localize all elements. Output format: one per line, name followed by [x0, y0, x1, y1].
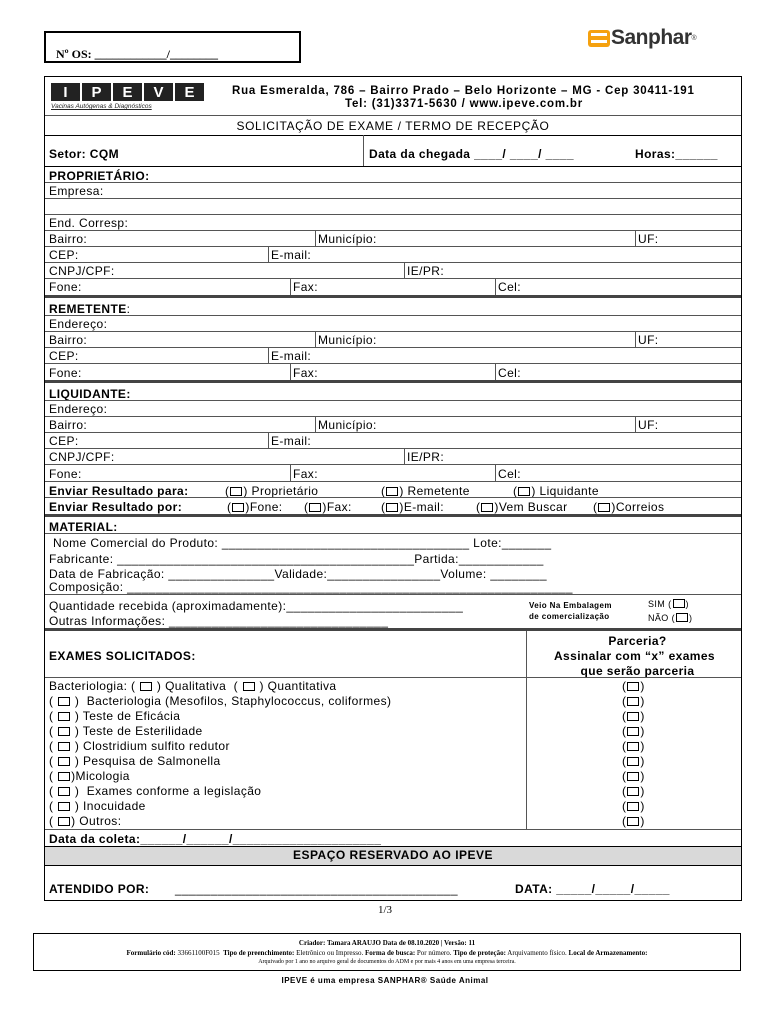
ipeve-address: Rua Esmeralda, 786 – Bairro Prado – Belo Horizonte – MG - Cep 30411-191 [232, 85, 695, 97]
sender-district-field[interactable]: Bairro: [49, 333, 88, 347]
checkbox[interactable] [627, 682, 639, 691]
sender-phone-field[interactable]: Fone: [49, 366, 82, 380]
exam-item[interactable]: ( ) Clostridium sulfito redutor [49, 739, 230, 753]
owner-heading: PROPRIETÁRIO: [49, 169, 150, 183]
liquidator-cep-field[interactable]: CEP: [49, 434, 79, 448]
checkbox[interactable] [627, 712, 639, 721]
company-statement: IPEVE é uma empresa SANPHAR® Saúde Animal [281, 976, 489, 985]
liquidator-fax-field[interactable]: Fax: [293, 467, 318, 481]
partnership-instruction: Assinalar com “x” exames [553, 649, 716, 663]
partnership-title: Parceria? [608, 634, 667, 648]
owner-city-field[interactable]: Município: [318, 232, 377, 246]
liquidator-ie-field[interactable]: IE/PR: [407, 450, 445, 464]
checkbox[interactable] [627, 802, 639, 811]
sender-cell-field[interactable]: Cel: [498, 366, 521, 380]
ipeve-letter: I [51, 83, 80, 101]
checkbox[interactable] [58, 727, 70, 736]
partnership-checkbox[interactable]: ( ) [622, 709, 645, 723]
send-to-owner-option[interactable]: ( ) Proprietário [225, 484, 319, 498]
material-heading: MATERIAL: [49, 520, 118, 534]
collection-date-field[interactable]: Data da coleta:______/______/_____________________ [49, 832, 382, 846]
footer-archive: Arquivado por 1 ano no arquivo geral de documentos do ADM e por mais 4 anos em uma empresa terceira. [258, 959, 516, 965]
checkbox[interactable] [386, 487, 398, 496]
sender-cep-field[interactable]: CEP: [49, 349, 79, 363]
packaging-no-option[interactable]: NÃO ( ) [648, 613, 693, 623]
request-form [44, 76, 742, 901]
reserved-section-title: ESPAÇO RESERVADO AO IPEVE [292, 848, 494, 862]
checkbox[interactable] [386, 503, 398, 512]
checkbox[interactable] [58, 772, 70, 781]
liquidator-city-field[interactable]: Município: [318, 418, 377, 432]
owner-phone-field[interactable]: Fone: [49, 280, 82, 294]
exam-item[interactable]: ( ) Teste de Esterilidade [49, 724, 203, 738]
owner-email-field[interactable]: E-mail: [271, 248, 312, 262]
ipeve-letter: E [113, 83, 142, 101]
sanphar-logo [588, 26, 697, 50]
checkbox[interactable] [627, 787, 639, 796]
owner-district-field[interactable]: Bairro: [49, 232, 88, 246]
checkbox[interactable] [627, 742, 639, 751]
sender-city-field[interactable]: Município: [318, 333, 377, 347]
partnership-instruction-2: que serão parceria [580, 664, 695, 678]
checkbox[interactable] [481, 503, 493, 512]
document-footer [33, 933, 741, 971]
checkbox[interactable] [58, 742, 70, 751]
owner-cnpj-field[interactable]: CNPJ/CPF: [49, 264, 115, 278]
checkbox[interactable] [627, 772, 639, 781]
ipeve-letter: E [175, 83, 204, 101]
sanphar-logo-reg: ® [691, 34, 697, 42]
checkbox[interactable] [58, 802, 70, 811]
checkbox[interactable] [309, 503, 321, 512]
attended-by-field[interactable]: ________________________________________ [175, 882, 458, 896]
packaging-label: Veio Na Embalagem [529, 601, 612, 610]
send-to-liquidator-option[interactable]: ( ) Liquidante [513, 484, 599, 498]
checkbox[interactable] [627, 697, 639, 706]
partnership-checkbox[interactable]: ( ) [622, 799, 645, 813]
liquidator-cnpj-field[interactable]: CNPJ/CPF: [49, 450, 115, 464]
partnership-checkbox[interactable]: ( ) [622, 739, 645, 753]
sender-uf-field[interactable]: UF: [638, 333, 659, 347]
attended-by-label: ATENDIDO POR: [49, 882, 150, 896]
partnership-checkbox[interactable]: ( ) [622, 814, 645, 828]
exam-item[interactable]: ( ) Bacteriologia (Mesofilos, Staphylococcus, coliformes) [49, 694, 392, 708]
setor-label: Setor: CQM [49, 147, 119, 161]
checkbox[interactable] [673, 599, 685, 608]
send-by-email-option[interactable]: ( )E-mail: [381, 500, 444, 514]
ipeve-logo [51, 83, 204, 110]
checkbox[interactable] [518, 487, 530, 496]
exam-item[interactable]: ( ) Pesquisa de Salmonella [49, 754, 221, 768]
checkbox[interactable] [243, 682, 255, 691]
partnership-checkbox[interactable]: ( ) [622, 724, 645, 738]
exam-item[interactable]: ( ) Teste de Eficácia [49, 709, 181, 723]
checkbox[interactable] [140, 682, 152, 691]
os-number-label: Nº OS: ____________/________ [56, 47, 218, 61]
arrival-date-field[interactable]: Data da chegada ____/ ____/ ____ [369, 147, 574, 161]
owner-fax-field[interactable]: Fax: [293, 280, 318, 294]
os-number-box [44, 31, 301, 63]
reception-date-field[interactable]: DATA: _____/_____/_____ [515, 882, 670, 896]
composition-field[interactable]: Composição: _______________________________________________________________ [49, 580, 573, 594]
send-by-fax-option[interactable]: ( )Fax: [304, 500, 352, 514]
checkbox[interactable] [232, 503, 244, 512]
form-title: SOLICITAÇÃO DE EXAME / TERMO DE RECEPÇÃO [236, 119, 550, 133]
liquidator-heading: LIQUIDANTE: [49, 387, 131, 401]
checkbox[interactable] [676, 613, 688, 622]
footer-metadata: Formulário cód: 33661100F015 Tipo de preenchimento: Eletrônico ou Impresso. Forma de busca: Por número. Tipo de proteção: Arquivamento físico. Local de Armazenamento: [126, 948, 648, 957]
sanphar-logo-icon [588, 30, 610, 47]
checkbox[interactable] [58, 697, 70, 706]
quantity-field[interactable]: Quantidade recebida (aproximadamente):_________________________ [49, 599, 464, 613]
checkbox[interactable] [58, 757, 70, 766]
checkbox[interactable] [627, 757, 639, 766]
product-name-field[interactable]: Nome Comercial do Produto: ___________________________________ Lote:_______ [53, 536, 552, 550]
owner-uf-field[interactable]: UF: [638, 232, 659, 246]
commercial-label: de comercialização [529, 612, 610, 621]
checkbox[interactable] [230, 487, 242, 496]
partnership-checkbox[interactable]: ( ) [622, 754, 645, 768]
liquidator-email-field[interactable]: E-mail: [271, 434, 312, 448]
exam-item[interactable]: ( ) Outros: [49, 814, 122, 828]
exams-heading: EXAMES SOLICITADOS: [49, 649, 196, 663]
checkbox[interactable] [58, 817, 70, 826]
owner-cep-field[interactable]: CEP: [49, 248, 79, 262]
other-info-field[interactable]: Outras Informações: _______________________________ [49, 614, 389, 628]
send-by-pickup-option[interactable]: ( )Vem Buscar [476, 500, 568, 514]
owner-company-field[interactable]: Empresa: [49, 184, 104, 198]
owner-ie-field[interactable]: IE/PR: [407, 264, 445, 278]
liquidator-cell-field[interactable]: Cel: [498, 467, 521, 481]
packaging-yes-option[interactable]: SIM ( ) [648, 599, 689, 609]
send-by-mail-option[interactable]: ( )Correios [593, 500, 665, 514]
ipeve-letter: P [82, 83, 111, 101]
exam-item[interactable]: ( )Micologia [49, 769, 130, 783]
checkbox[interactable] [58, 712, 70, 721]
send-result-by-label: Enviar Resultado por: [49, 500, 183, 514]
liquidator-district-field[interactable]: Bairro: [49, 418, 88, 432]
checkbox[interactable] [598, 503, 610, 512]
partnership-checkbox[interactable]: ( ) [622, 694, 645, 708]
liquidator-address-field[interactable]: Endereço: [49, 402, 108, 416]
sender-address-field[interactable]: Endereço: [49, 317, 108, 331]
send-to-sender-option[interactable]: ( ) Remetente [381, 484, 470, 498]
checkbox[interactable] [627, 727, 639, 736]
owner-cell-field[interactable]: Cel: [498, 280, 521, 294]
page-number: 1/3 [377, 904, 393, 916]
owner-address-field[interactable]: End. Corresp: [49, 216, 129, 230]
sanphar-logo-text: Sanphar [611, 26, 692, 49]
checkbox[interactable] [58, 787, 70, 796]
partnership-checkbox[interactable]: ( ) [622, 784, 645, 798]
sender-heading: REMETENTE: [49, 302, 131, 316]
ipeve-contact: Tel: (31)3371-5630 / www.ipeve.com.br [345, 98, 583, 110]
exam-item[interactable]: ( ) Exames conforme a legislação [49, 784, 262, 798]
footer-creator: Criador: Tamara ARAUJO Data de 08.10.2020 | Versão: 11 [298, 939, 476, 947]
ipeve-tagline: Vacinas Autógenas & Diagnósticos [51, 103, 152, 110]
liquidator-uf-field[interactable]: UF: [638, 418, 659, 432]
manufacture-date-field[interactable]: Data de Fabricação: _______________Validade:________________Volume: ________ [49, 567, 547, 581]
exam-item[interactable]: ( ) Inocuidade [49, 799, 146, 813]
liquidator-phone-field[interactable]: Fone: [49, 467, 82, 481]
send-by-phone-option[interactable]: ( )Fone: [227, 500, 283, 514]
hours-field[interactable]: Horas:______ [635, 147, 718, 161]
partnership-checkbox[interactable]: ( ) [622, 679, 645, 693]
reserved-section-bar [45, 846, 741, 866]
sender-fax-field[interactable]: Fax: [293, 366, 318, 380]
checkbox[interactable] [627, 817, 639, 826]
bacteriology-qual-quant[interactable]: Bacteriologia: ( ) Qualitativa ( ) Quantitativa [49, 679, 337, 693]
partnership-checkbox[interactable]: ( ) [622, 769, 645, 783]
send-result-to-label: Enviar Resultado para: [49, 484, 189, 498]
ipeve-letter: V [144, 83, 173, 101]
sender-email-field[interactable]: E-mail: [271, 349, 312, 363]
manufacturer-field[interactable]: Fabricante: __________________________________________Partida:____________ [49, 552, 544, 566]
